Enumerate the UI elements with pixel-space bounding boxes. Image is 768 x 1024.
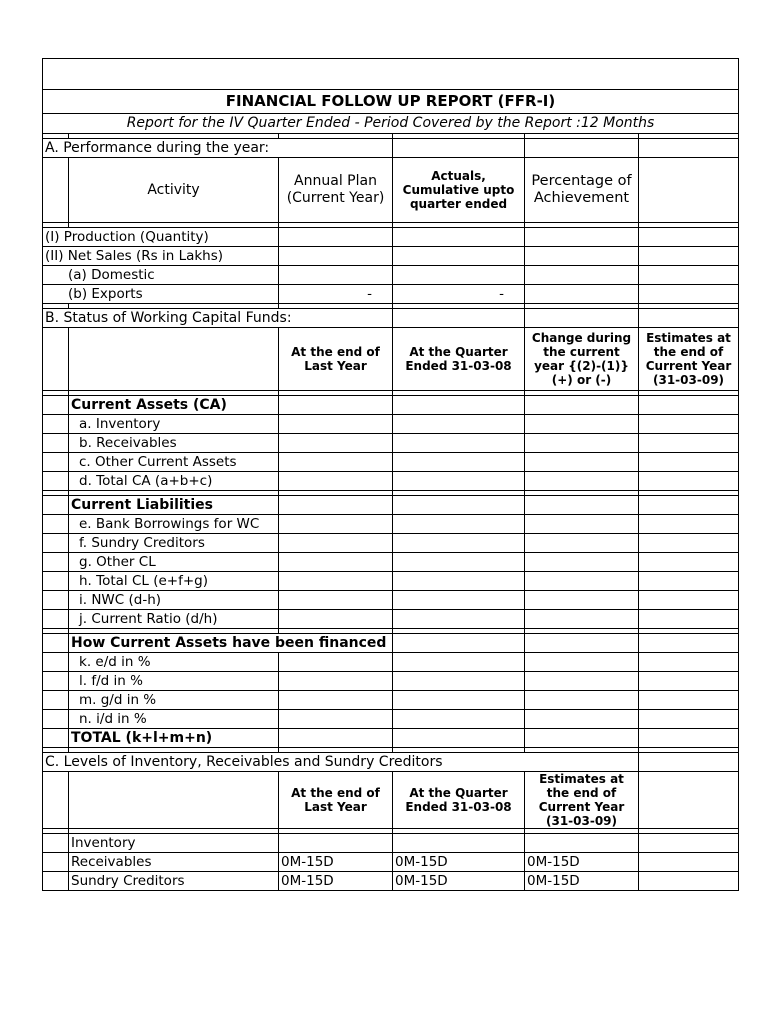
c-end-last-year-header: At the end of Last Year [279, 772, 393, 829]
section-a-heading-row [43, 139, 739, 158]
section-b-header-row [43, 328, 739, 391]
cell-value [525, 834, 639, 853]
annual-plan-header: Annual Plan (Current Year) [279, 158, 393, 223]
row-label: Receivables [69, 853, 279, 872]
percentage-header: Percentage of Achievement [525, 158, 639, 223]
row-label: h. Total CL (e+f+g) [69, 572, 279, 591]
cell-value: 0M-15D [393, 872, 525, 891]
cell-value [393, 834, 525, 853]
section-b-heading: B. Status of Working Capital Funds: [43, 309, 393, 328]
section-c-heading-row [43, 753, 739, 772]
section-c-heading: C. Levels of Inventory, Receivables and Sundry Creditors [43, 753, 639, 772]
quarter-ended-header: At the Quarter Ended 31-03-08 [393, 328, 525, 391]
row-label: b. Receivables [69, 434, 279, 453]
table-row [43, 228, 739, 247]
table-row [43, 572, 739, 591]
row-label: (a) Domestic [43, 266, 279, 285]
top-blank-row [43, 59, 739, 90]
current-assets-title-row [43, 396, 739, 415]
row-label: k. e/d in % [69, 653, 279, 672]
section-a-header-row [43, 158, 739, 223]
subtitle-row [43, 114, 739, 134]
row-label: (II) Net Sales (Rs in Lakhs) [43, 247, 279, 266]
row-label: i. NWC (d-h) [69, 591, 279, 610]
row-label: n. i/d in % [69, 710, 279, 729]
table-row [43, 553, 739, 572]
table-row [43, 266, 739, 285]
row-label: Sundry Creditors [69, 872, 279, 891]
c-estimates-header: Estimates at the end of Current Year (31-03-09) [525, 772, 639, 829]
row-label: m. g/d in % [69, 691, 279, 710]
table-row [43, 653, 739, 672]
table-row [43, 691, 739, 710]
table-row [43, 853, 739, 872]
table-row [43, 610, 739, 629]
table-row [43, 834, 739, 853]
table-row [43, 872, 739, 891]
exports-plan-value: - [279, 285, 393, 304]
row-label: g. Other CL [69, 553, 279, 572]
change-header: Change during the current year {(2)-(1)} (+) or (-) [525, 328, 639, 391]
table-row [43, 710, 739, 729]
table-row [43, 591, 739, 610]
current-liabilities-title: Current Liabilities [69, 496, 279, 515]
row-label: l. f/d in % [69, 672, 279, 691]
total-label: TOTAL (k+l+m+n) [69, 729, 279, 748]
exports-actual-value: - [393, 285, 525, 304]
row-label: e. Bank Borrowings for WC [69, 515, 279, 534]
cell-value [279, 834, 393, 853]
table-row [43, 453, 739, 472]
row-label: (I) Production (Quantity) [43, 228, 279, 247]
actuals-header: Actuals, Cumulative upto quarter ended [393, 158, 525, 223]
table-row [43, 434, 739, 453]
cell-value: 0M-15D [525, 853, 639, 872]
report-title: FINANCIAL FOLLOW UP REPORT (FFR-I) [43, 90, 739, 114]
title-row [43, 90, 739, 114]
table-row [43, 472, 739, 491]
table-row [43, 515, 739, 534]
total-row [43, 729, 739, 748]
row-label: (b) Exports [43, 285, 279, 304]
table-row [43, 285, 739, 304]
cell-value: 0M-15D [279, 872, 393, 891]
section-c-header-row [43, 772, 739, 829]
end-last-year-header: At the end of Last Year [279, 328, 393, 391]
section-a-heading: A. Performance during the year: [43, 139, 393, 158]
row-label: Inventory [69, 834, 279, 853]
report-table [42, 58, 739, 891]
table-row [43, 534, 739, 553]
table-row [43, 415, 739, 434]
current-liabilities-title-row [43, 496, 739, 515]
ffr-report-sheet [42, 58, 738, 891]
row-label: a. Inventory [69, 415, 279, 434]
cell-value: 0M-15D [393, 853, 525, 872]
financed-title: How Current Assets have been financed [69, 634, 393, 653]
current-assets-title: Current Assets (CA) [69, 396, 279, 415]
financed-title-row [43, 634, 739, 653]
cell-value: 0M-15D [279, 853, 393, 872]
row-label: c. Other Current Assets [69, 453, 279, 472]
report-subtitle: Report for the IV Quarter Ended - Period Covered by the Report :12 Months [43, 114, 739, 134]
activity-header: Activity [69, 158, 279, 223]
row-label: j. Current Ratio (d/h) [69, 610, 279, 629]
section-b-heading-row [43, 309, 739, 328]
estimates-header: Estimates at the end of Current Year (31-03-09) [639, 328, 739, 391]
c-quarter-ended-header: At the Quarter Ended 31-03-08 [393, 772, 525, 829]
cell-value: 0M-15D [525, 872, 639, 891]
row-label: d. Total CA (a+b+c) [69, 472, 279, 491]
table-row [43, 672, 739, 691]
row-label: f. Sundry Creditors [69, 534, 279, 553]
table-row [43, 247, 739, 266]
